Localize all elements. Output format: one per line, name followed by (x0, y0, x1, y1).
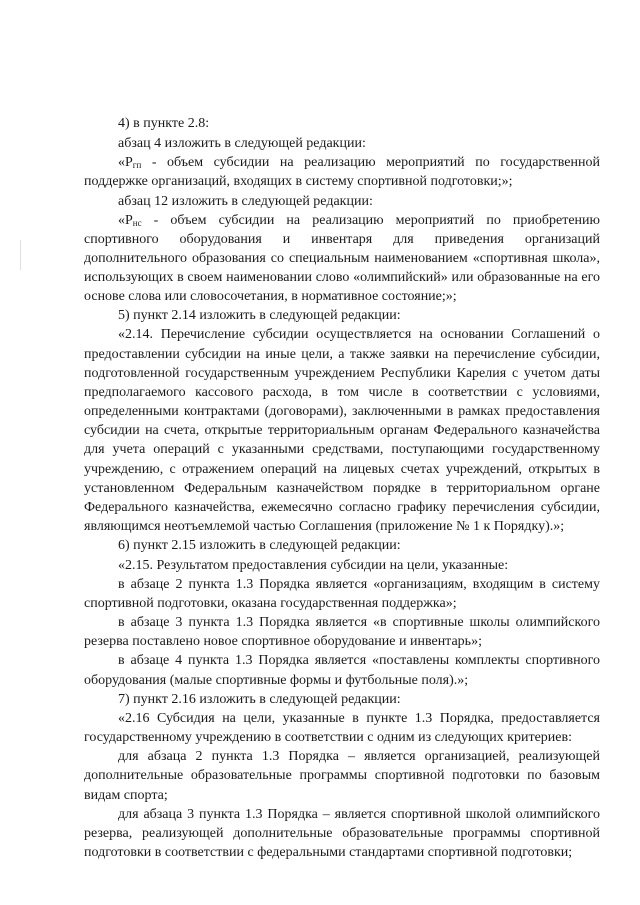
paragraph-line: «$Р_{гп}$ - объем субсидии на реализацию мероприятий по государственной (118, 155, 600, 170)
paragraph-line: для абзаца 3 пункта 1.3 Порядка – является спортивной школой олимпийского (118, 807, 600, 822)
paragraph-line: для учета операций с указанными средствами, поступающими государственному (84, 442, 600, 457)
list-item-4: 4) в пункте 2.8: (118, 116, 210, 131)
paragraph-line: абзац 12 изложить в следующей редакции: (118, 194, 373, 209)
paragraph-line: поддержке организаций, входящих в систему спортивной подготовки;»; (84, 174, 513, 189)
paragraph-line: установленном Федеральным казначейством порядке в территориальном органе (84, 481, 600, 496)
paragraph-line: спортивного оборудования и инвентаря для приведения организаций (84, 232, 600, 247)
paragraph-line: государственному учреждению в соответствии с одним из следующих критериев: (84, 730, 573, 745)
list-item-7: 7) пункт 2.16 изложить в следующей редакции: (118, 692, 401, 707)
paragraph-line: использующих в своем наименовании слово «олимпийский» или образованные на его (84, 270, 600, 285)
paragraph-line: «2.15. Результатом предоставления субсидии на цели, указанные: (118, 558, 509, 573)
paragraph-line: спортивной подготовки, оказана государственная поддержка»; (84, 596, 457, 611)
paragraph-line: резерва поставлено новое спортивное оборудование и инвентарь»; (84, 634, 482, 649)
paragraph-line: резерва, реализующей дополнительные образовательные программы спортивной (84, 826, 600, 841)
paragraph-line: являющимся неотъемлемой частью Соглашения (приложение № 1 к Порядку).»; (84, 519, 565, 534)
paragraph-line: абзац 4 изложить в следующей редакции: (118, 136, 366, 151)
paragraph-line: Федерального казначейства, ежемесячно согласно графику перечисления субсидии, (84, 500, 600, 515)
scan-margin-mark (20, 240, 21, 270)
paragraph-line: видам спорта; (84, 788, 168, 803)
paragraph-line: в абзаце 2 пункта 1.3 Порядка является «организациям, входящим в систему (118, 577, 600, 592)
paragraph-line: субсидии на счета, открытые территориальным органам Федерального казначейства (84, 423, 600, 438)
paragraph-line: в абзаце 3 пункта 1.3 Порядка является «в спортивные школы олимпийского (118, 615, 600, 630)
paragraph-line: предоставлении субсидии на иные цели, а также заявки на перечисление субсидии, (84, 347, 600, 362)
paragraph-line: «$Р_{нс}$ - объем субсидии на реализацию мероприятий по приобретению (118, 213, 600, 228)
paragraph-line: в абзаце 4 пункта 1.3 Порядка является «поставлены комплекты спортивного (118, 653, 600, 668)
paragraph-line: определенными контрактами (договорами), заключенными в рамках предоставления (84, 404, 600, 419)
paragraph-line: основе слова или словосочетания, в нормативное состояние;»; (84, 289, 457, 304)
paragraph-line: подготовки в соответствии с федеральными стандартами спортивной подготовки; (84, 845, 573, 860)
paragraph-line: подготовленной государственным учреждением Республики Карелия с учетом даты (84, 366, 600, 381)
paragraph-line: учреждению, с отражением операций на лицевых счетах учреждений, открытых в (84, 462, 600, 477)
paragraph-line: для абзаца 2 пункта 1.3 Порядка – является организацией, реализующей (118, 749, 600, 764)
paragraph-line: оборудования (малые спортивные формы и футбольные поля).»; (84, 673, 469, 688)
paragraph-line: дополнительные образовательные программы спортивной подготовки по базовым (84, 768, 600, 783)
paragraph-line: предполагаемого кассового расхода, в том числе в соответствии с условиями, (84, 385, 600, 400)
list-item-6: 6) пункт 2.15 изложить в следующей редакции: (118, 538, 401, 553)
list-item-5: 5) пункт 2.14 изложить в следующей редакции: (118, 308, 401, 323)
paragraph-line: «2.14. Перечисление субсидии осуществляется на основании Соглашений о (118, 327, 600, 342)
paragraph-line: «2.16 Субсидия на цели, указанные в пункте 1.3 Порядка, предоставляется (118, 711, 600, 726)
paragraph-line: дополнительного образования со специальным наименованием «спортивная школа», (84, 251, 600, 266)
